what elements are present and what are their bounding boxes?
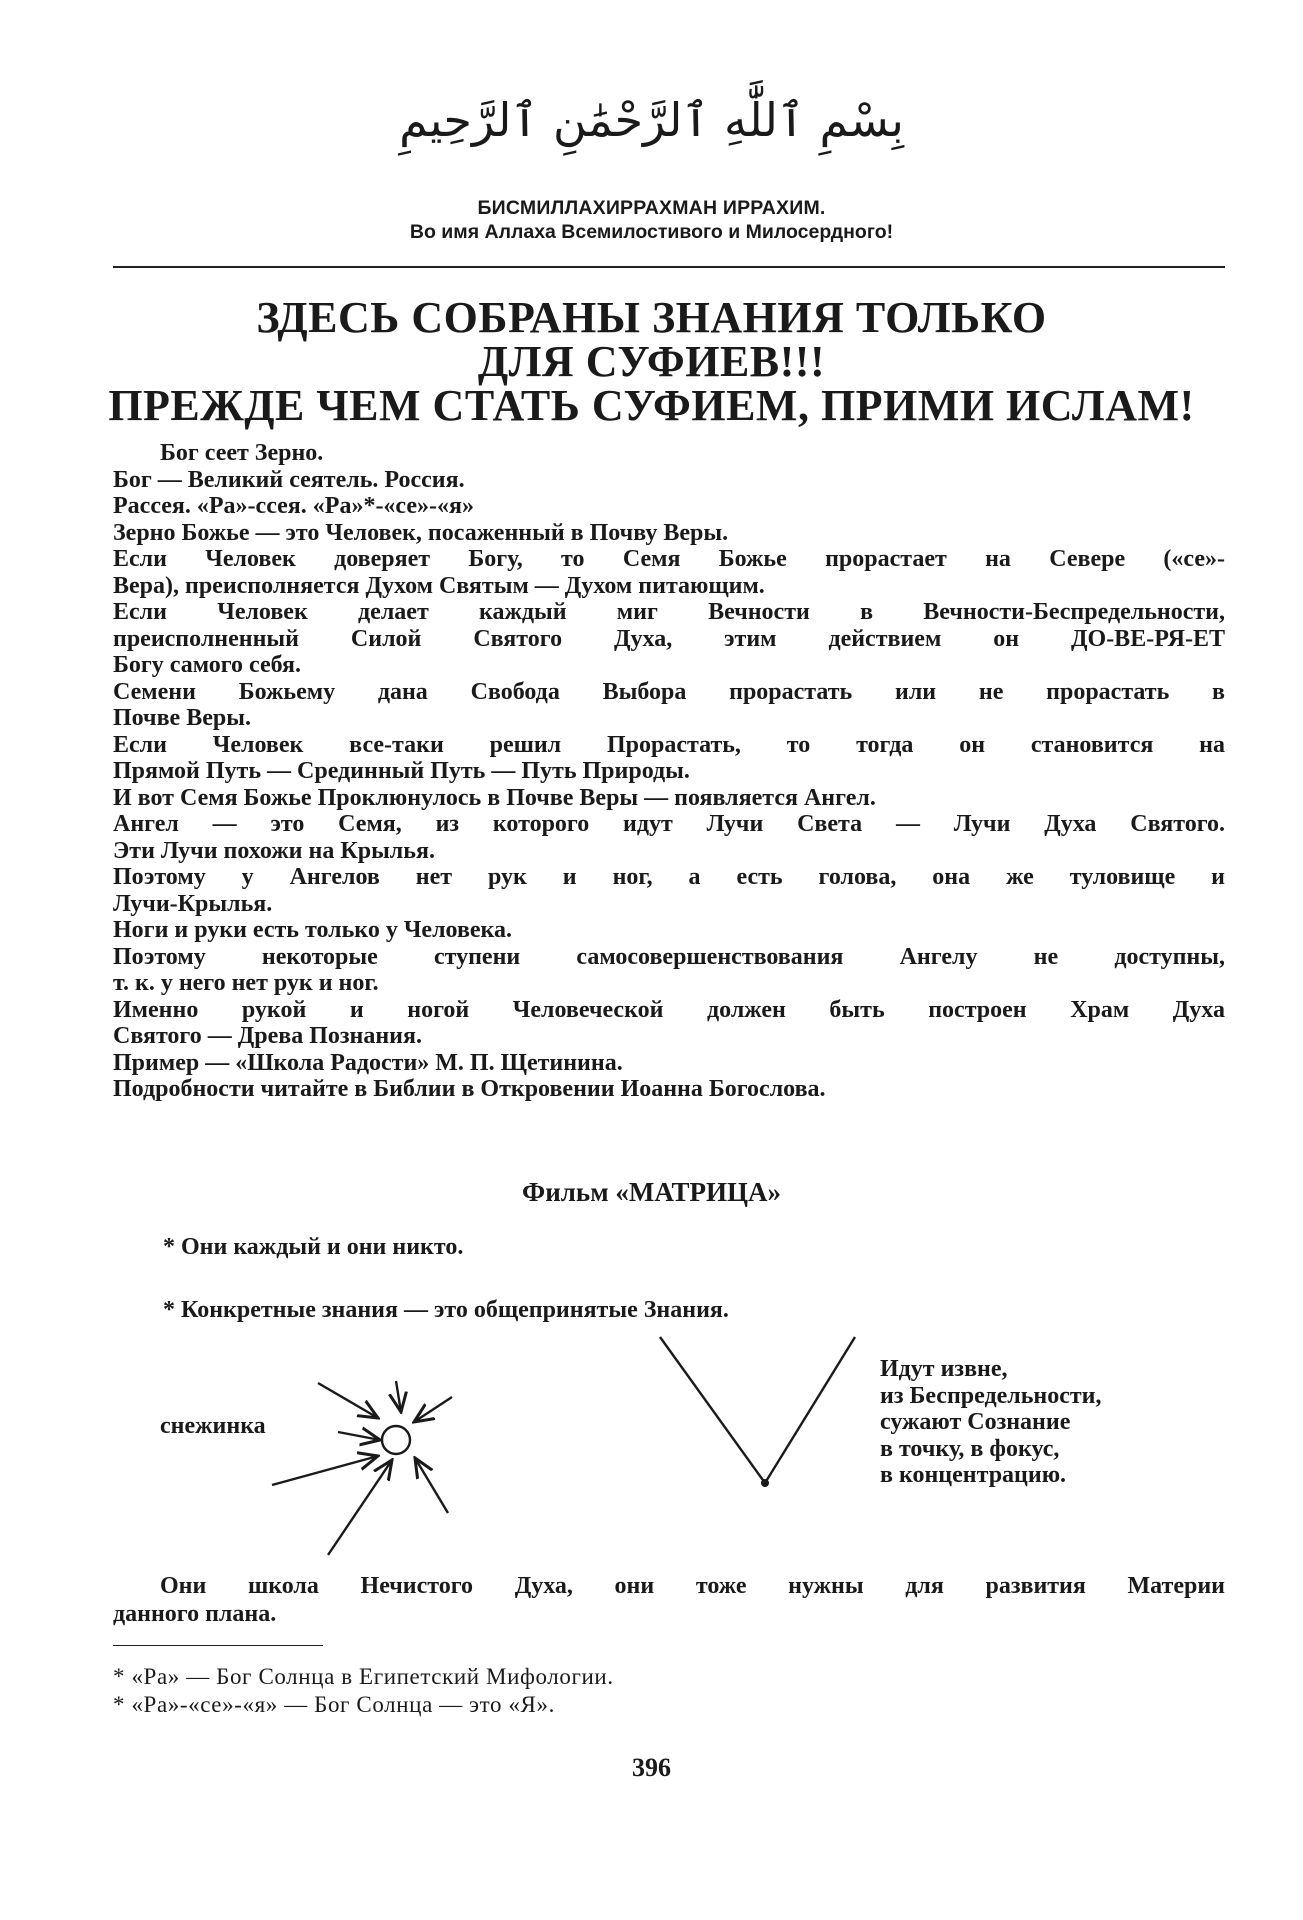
text-line: Богу самого себя. <box>113 652 302 678</box>
text-line: Эти Лучи похожи на Крылья. <box>113 837 435 864</box>
text-line: Святого — Древа Познания. <box>113 1023 422 1049</box>
text-line: Бог — Великий сеятель. Россия. <box>113 466 465 493</box>
caption-line: в концентрацию. <box>880 1462 1067 1488</box>
v-focus-shape <box>660 1337 855 1483</box>
caption-line: из Беспредельности, <box>880 1382 1102 1409</box>
text-line: Если Человек доверяет Богу, то Семя Божье прорастает на Севере («се»- <box>113 546 1225 572</box>
headline-line: ДЛЯ СУФИЕВ!!! <box>477 337 826 386</box>
arrow <box>396 1381 401 1412</box>
snowflake-label: снежинка <box>160 1413 266 1439</box>
caption-line: в точку, в фокус, <box>880 1435 1060 1462</box>
footnote: * «Ра» — Бог Солнца в Египетский Мифологии. <box>113 1664 614 1689</box>
page-number: 396 <box>632 1753 671 1782</box>
text-line: Именно рукой и ногой Человеческой должен быть построен Храм Духа <box>113 996 1225 1023</box>
text-line: преисполненный Силой Святого Духа, этим действием он ДО-ВЕ-РЯ-ЕТ <box>113 625 1225 652</box>
text-line: Ноги и руки есть только у Человека. <box>113 917 513 943</box>
text-line: Почве Веры. <box>113 705 251 731</box>
basmala-calligraphy: بِسْمِ ٱللَّٰهِ ٱلرَّحْمَٰنِ ٱلرَّحِيمِ <box>399 93 904 147</box>
basmala-translation: Во имя Аллаха Всемилостивого и Милосердного! <box>409 221 894 243</box>
basmala-transliteration: БИСМИЛЛАХИРРАХМАН ИРРАХИМ. <box>477 197 826 219</box>
text-line: т. к. у него нет рук и ног. <box>113 970 379 996</box>
caption-line: Идут извне, <box>880 1356 1008 1382</box>
footnotes <box>113 1663 614 1719</box>
section-title: Фильм «МАТРИЦА» <box>522 1177 781 1207</box>
text-line: Пример — «Школа Радости» М. П. Щетинина. <box>113 1049 623 1076</box>
text-line: Прямой Путь — Срединный Путь — Путь Природы. <box>113 758 690 784</box>
text-line: Поэтому некоторые ступени самосовершенствования Ангелу не доступны, <box>113 943 1225 970</box>
diagram-caption <box>880 1356 1102 1489</box>
caption-line: сужают Сознание <box>880 1409 1071 1435</box>
arrow <box>318 1383 378 1418</box>
footnote-divider <box>113 1645 323 1646</box>
closing-paragraph <box>113 1572 1225 1628</box>
arrow <box>414 1397 452 1422</box>
arrow <box>272 1456 378 1485</box>
text-line: Подробности читайте в Библии в Откровении Иоанна Богослова. <box>113 1076 826 1102</box>
snowflake-arrows <box>272 1381 452 1555</box>
headline-line: ЗДЕСЬ СОБРАНЫ ЗНАНИЯ ТОЛЬКО <box>256 293 1047 342</box>
text-line: Рассея. «Ра»-ссея. «Ра»*-«се»-«я» <box>113 493 475 519</box>
text-line: Ангел — это Семя, из которого идут Лучи Света — Лучи Духа Святого. <box>113 811 1225 837</box>
arrow <box>338 1432 380 1440</box>
arrow <box>328 1460 392 1555</box>
focus-point <box>761 1479 769 1487</box>
text-line: Вера), преисполняется Духом Святым — Духом питающим. <box>113 572 765 599</box>
snowflake-center-circle <box>382 1426 410 1454</box>
text-line: Поэтому у Ангелов нет рук и ног, а есть голова, она же туловище и <box>113 864 1225 890</box>
footnote: * «Ра»-«се»-«я» — Бог Солнца — это «Я». <box>113 1692 555 1717</box>
text-line: И вот Семя Божье Проклюнулось в Почве Веры — появляется Ангел. <box>113 784 876 811</box>
bullet-item: * Они каждый и они никто. <box>163 1234 464 1260</box>
text-line: данного плана. <box>113 1601 277 1627</box>
text-line: Лучи-Крылья. <box>113 890 273 917</box>
bullet-item: * Конкретные знания — это общепринятые Знания. <box>163 1297 729 1323</box>
text-line: Они школа Нечистого Духа, они тоже нужны для развития Материи <box>160 1573 1225 1599</box>
text-line: Если Человек делает каждый миг Вечности в Вечности-Беспредельности, <box>113 599 1225 625</box>
text-line: Семени Божьему дана Свобода Выбора прорастать или не прорастать в <box>113 678 1225 705</box>
text-line: Бог сеет Зерно. <box>160 440 324 466</box>
text-line: Зерно Божье — это Человек, посаженный в Почву Веры. <box>113 519 729 546</box>
headline-line: ПРЕЖДЕ ЧЕМ СТАТЬ СУФИЕМ, ПРИМИ ИСЛАМ! <box>108 381 1195 430</box>
text-line: Если Человек все-таки решил Прорастать, то тогда он становится на <box>113 731 1225 758</box>
arrow <box>415 1458 448 1513</box>
